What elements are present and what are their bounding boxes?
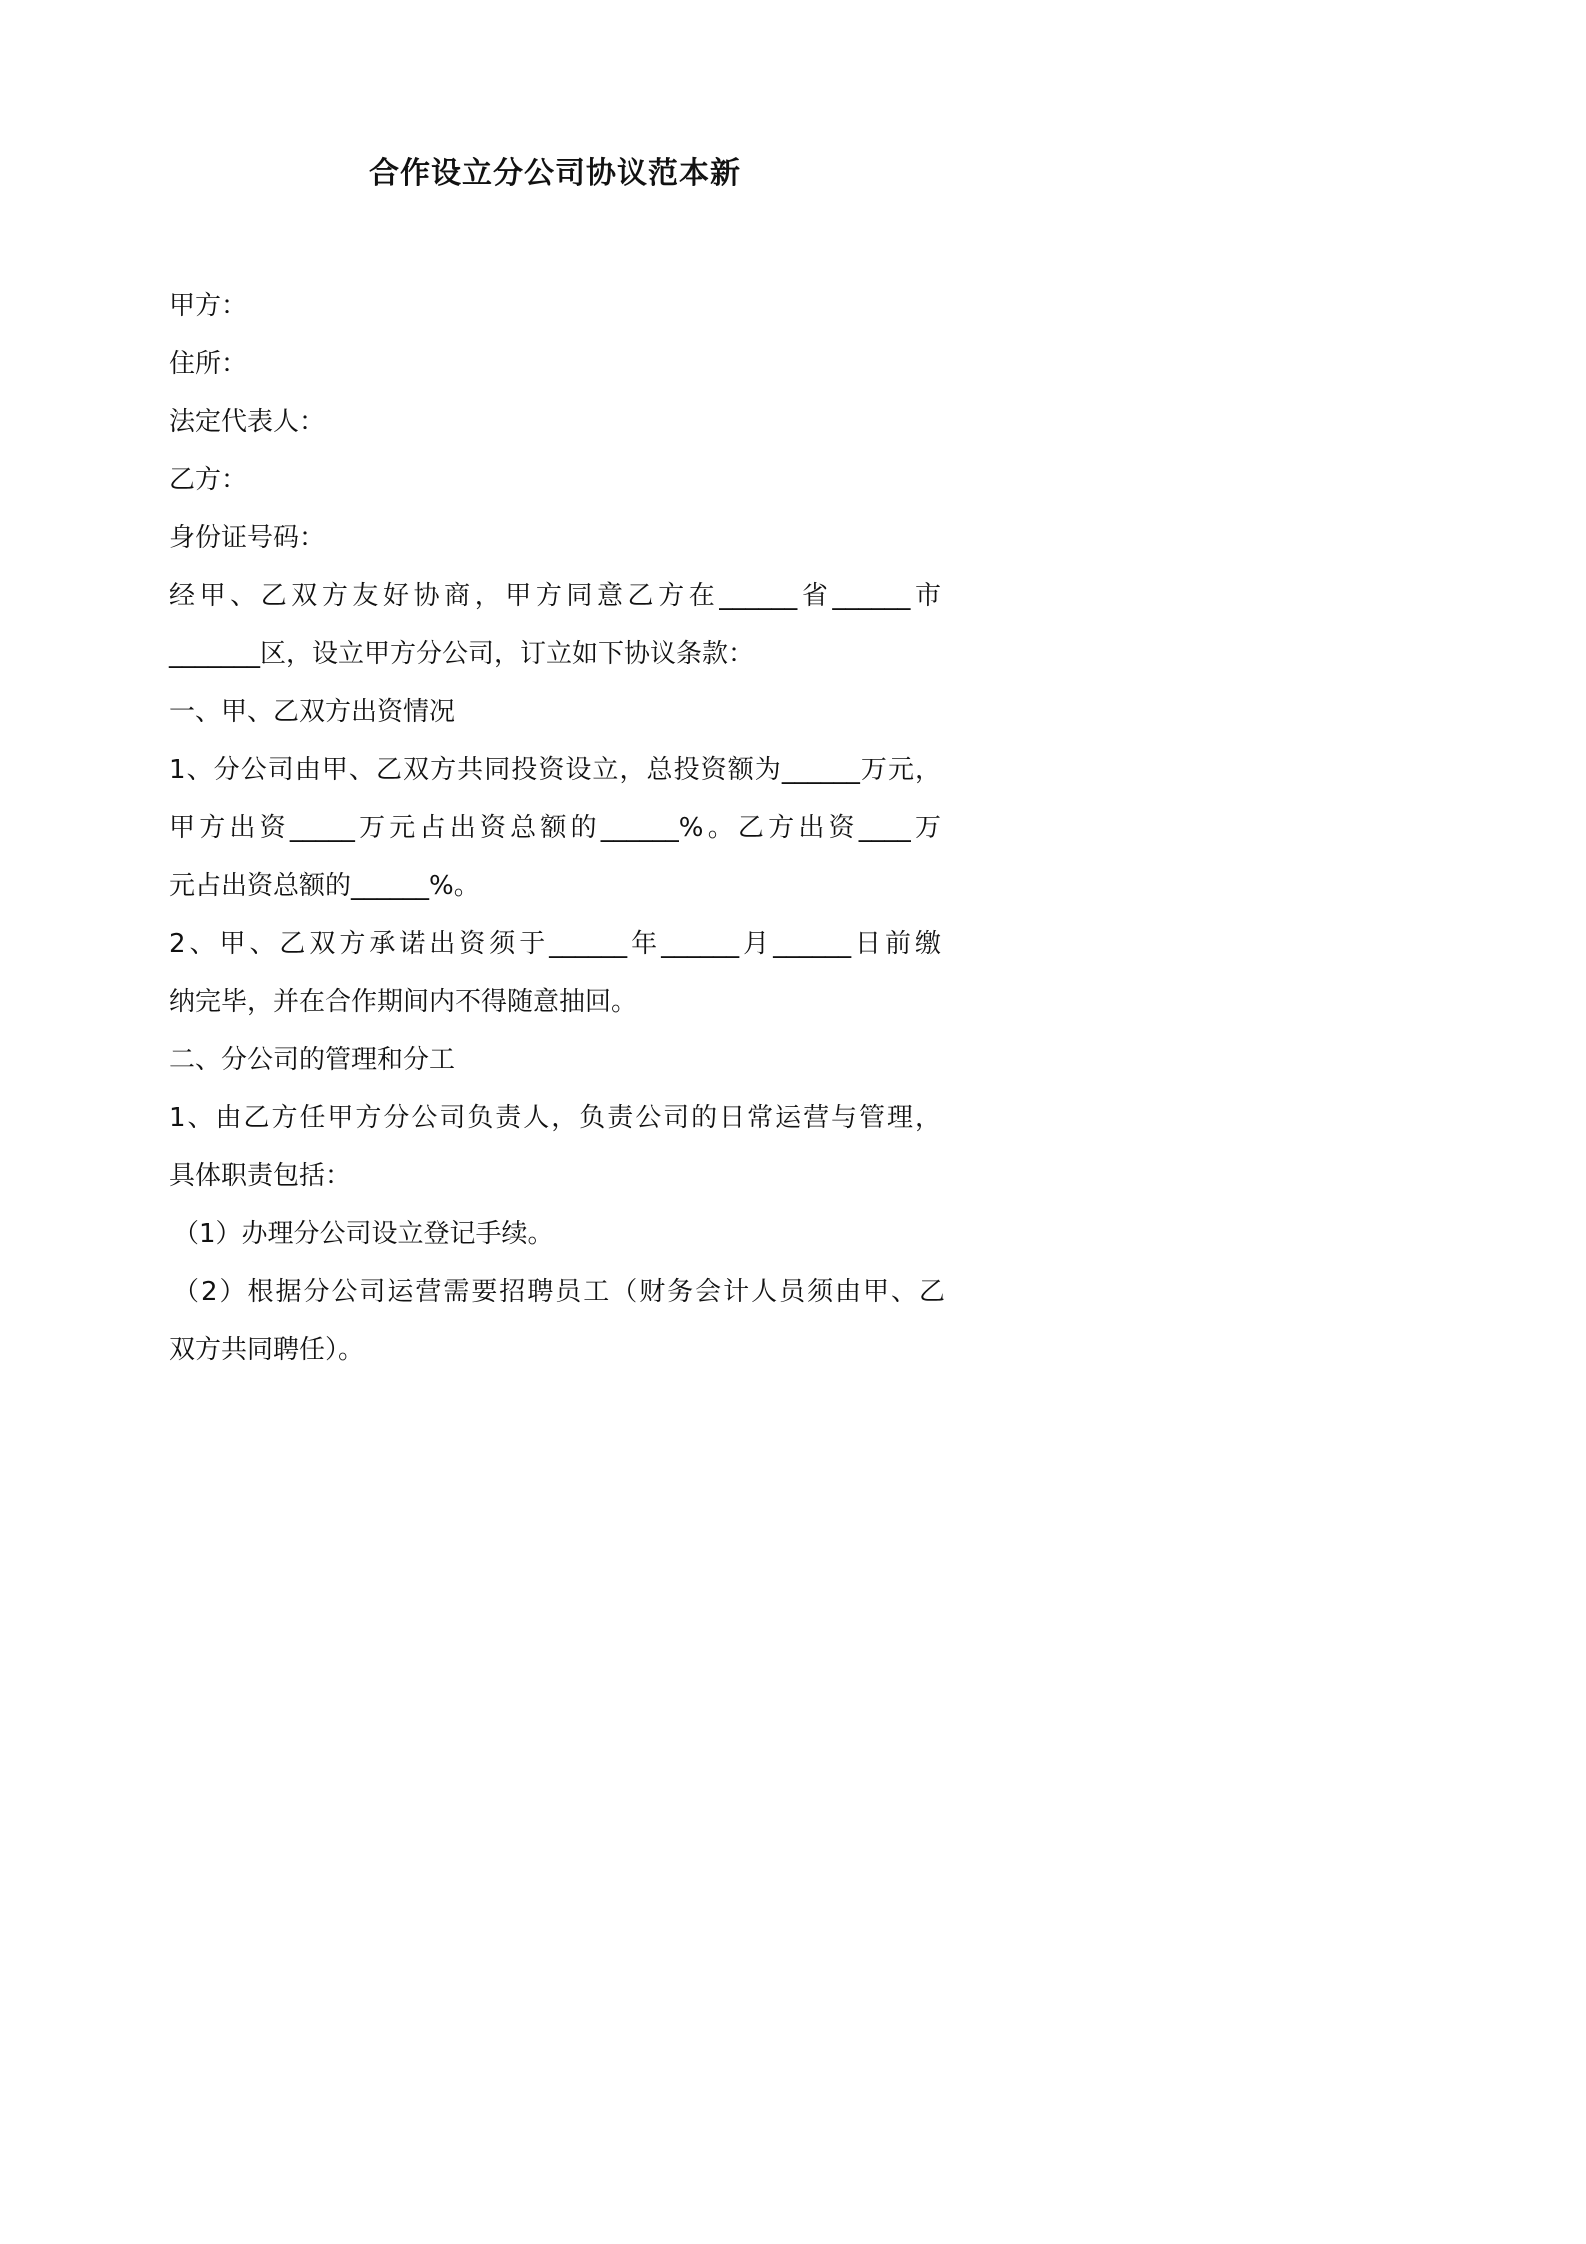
document-title: 合作设立分公司协议范本新 bbox=[369, 156, 741, 191]
id-number-label: 身份证号码： bbox=[169, 523, 326, 553]
legal-representative-label: 法定代表人： bbox=[169, 407, 326, 437]
address-label: 住所： bbox=[169, 349, 248, 379]
clause-1-2-line-1: 2、甲、乙双方承诺出资须于______年______月______日前缴 bbox=[169, 929, 941, 959]
document-body bbox=[169, 277, 949, 1379]
duty-item-1: （1）办理分公司设立登记手续。 bbox=[173, 1219, 554, 1249]
party-a-label: 甲方： bbox=[169, 291, 248, 321]
party-b-label: 乙方： bbox=[169, 465, 248, 495]
clause-2-1-line-2: 具体职责包括： bbox=[169, 1161, 352, 1191]
preamble-line-1: 经甲、乙双方友好协商，甲方同意乙方在______省______市 bbox=[169, 581, 941, 611]
clause-2-1-line-1: 1、由乙方任甲方分公司负责人，负责公司的日常运营与管理， bbox=[169, 1103, 941, 1133]
clause-1-2-line-2: 纳完毕，并在合作期间内不得随意抽回。 bbox=[169, 987, 638, 1017]
document-page bbox=[0, 0, 1100, 1556]
clause-1-1-line-1: 1、分公司由甲、乙双方共同投资设立，总投资额为______万元， bbox=[169, 755, 941, 785]
duty-item-2-line-2: 双方共同聘任）。 bbox=[169, 1335, 365, 1365]
clause-1-1-line-3: 元占出资总额的______%。 bbox=[169, 871, 480, 901]
clause-1-1-line-2: 甲方出资_____万元占出资总额的______%。乙方出资____万 bbox=[169, 813, 941, 843]
duty-item-2-line-1: （2）根据分公司运营需要招聘员工（财务会计人员须由甲、乙 bbox=[173, 1277, 945, 1307]
section-2-heading: 二、分公司的管理和分工 bbox=[169, 1045, 456, 1075]
section-1-heading: 一、甲、乙双方出资情况 bbox=[169, 697, 456, 727]
preamble-line-2: _______区，设立甲方分公司，订立如下协议条款： bbox=[169, 639, 755, 669]
